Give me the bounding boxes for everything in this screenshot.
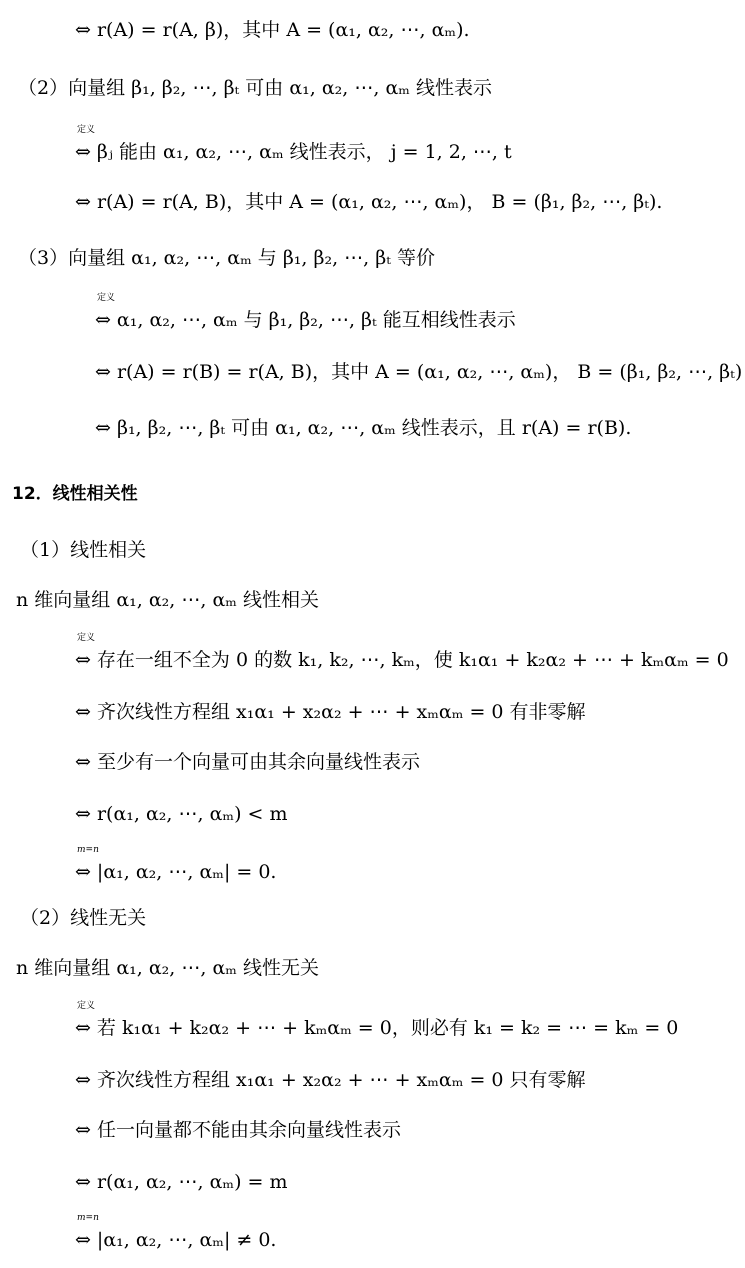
line-text: ⇔ 任一向量都不能由其余向量线性表示: [75, 1119, 401, 1141]
line-text: n 维向量组 α₁, α₂, ⋯, αₘ 线性无关: [16, 957, 319, 979]
math-line: [75, 1001, 679, 1040]
line-text: ⇔ r(A) = r(A, β)，其中 A = (α₁, α₂, ⋯, αₘ).: [75, 19, 470, 41]
math-line: [20, 906, 146, 930]
line-text: |α₁, α₂, ⋯, αₘ| = 0.: [96, 861, 277, 883]
math-line: [20, 538, 146, 562]
equivalence-symbol-with-annotation: 定义 ⇔: [75, 1001, 96, 1039]
line-text: α₁, α₂, ⋯, αₘ 与 β₁, β₂, ⋯, βₜ 能互相线性表示: [116, 309, 516, 331]
annotation-label: 定义: [97, 293, 116, 303]
line-text: （3）向量组 α₁, α₂, ⋯, αₘ 与 β₁, β₂, ⋯, βₜ 等价: [18, 247, 435, 269]
line-text: ⇔ r(A) = r(B) = r(A, B)，其中 A = (α₁, α₂, ⋯, αₘ)， B = (β₁, β₂, ⋯, βₜ): [95, 361, 743, 383]
line-text: （2）向量组 β₁, β₂, ⋯, βₜ 可由 α₁, α₂, ⋯, αₘ 线性表示: [18, 77, 492, 99]
math-line: [75, 802, 288, 826]
line-text: n 维向量组 α₁, α₂, ⋯, αₘ 线性相关: [16, 589, 319, 611]
math-line: [95, 293, 516, 332]
line-text: ⇔ r(A) = r(A, B)，其中 A = (α₁, α₂, ⋯, αₘ)， B = (β₁, β₂, ⋯, βₜ).: [75, 191, 663, 213]
math-line: [95, 360, 742, 384]
line-text: （1）线性相关: [20, 539, 147, 561]
math-line: [75, 750, 420, 774]
line-text: ⇔ 齐次线性方程组 x₁α₁ + x₂α₂ + ⋯ + xₘαₘ = 0 只有零解: [75, 1069, 586, 1091]
line-text: 若 k₁α₁ + k₂α₂ + ⋯ + kₘαₘ = 0，则必有 k₁ = k₂ = ⋯ = kₘ = 0: [96, 1017, 679, 1039]
math-line: [75, 633, 729, 672]
annotation-label: 定义: [77, 1001, 96, 1011]
equivalence-symbol-with-annotation: m=n ⇔: [75, 1213, 99, 1251]
math-line: [75, 1170, 288, 1194]
math-line: [75, 1118, 401, 1142]
equivalence-symbol-with-annotation: 定义 ⇔: [75, 633, 96, 671]
math-line: [75, 125, 512, 164]
math-line: [16, 588, 319, 612]
math-line: [75, 18, 470, 42]
math-line: [75, 700, 586, 724]
annotation-label: m=n: [77, 1213, 99, 1223]
math-line: [75, 190, 662, 214]
math-line: [75, 1213, 277, 1252]
math-line: [18, 246, 435, 270]
math-line: [95, 416, 631, 440]
section-heading: [12, 482, 138, 506]
line-text: ⇔ β₁, β₂, ⋯, βₜ 可由 α₁, α₂, ⋯, αₘ 线性表示，且 r(A) = r(B).: [95, 417, 632, 439]
line-text: 12．线性相关性: [12, 484, 138, 504]
line-text: （2）线性无关: [20, 907, 147, 929]
line-text: ⇔ r(α₁, α₂, ⋯, αₘ) < m: [75, 803, 288, 825]
line-text: ⇔ r(α₁, α₂, ⋯, αₘ) = m: [75, 1171, 288, 1193]
math-line: [16, 956, 319, 980]
math-line: [75, 845, 277, 884]
line-text: |α₁, α₂, ⋯, αₘ| ≠ 0.: [96, 1229, 277, 1251]
annotation-label: m=n: [77, 845, 99, 855]
equivalence-symbol-with-annotation: m=n ⇔: [75, 845, 99, 883]
equivalence-symbol-with-annotation: 定义 ⇔: [75, 125, 96, 163]
annotation-label: 定义: [77, 125, 96, 135]
line-text: 存在一组不全为 0 的数 k₁, k₂, ⋯, kₘ，使 k₁α₁ + k₂α₂ + ⋯ + kₘαₘ = 0: [96, 649, 729, 671]
line-text: ⇔ 齐次线性方程组 x₁α₁ + x₂α₂ + ⋯ + xₘαₘ = 0 有非零解: [75, 701, 586, 723]
math-line: [18, 76, 492, 100]
math-line: [75, 1068, 586, 1092]
line-text: βⱼ 能由 α₁, α₂, ⋯, αₘ 线性表示， j = 1, 2, ⋯, t: [96, 141, 512, 163]
equivalence-symbol-with-annotation: 定义 ⇔: [95, 293, 116, 331]
line-text: ⇔ 至少有一个向量可由其余向量线性表示: [75, 751, 420, 773]
annotation-label: 定义: [77, 633, 96, 643]
